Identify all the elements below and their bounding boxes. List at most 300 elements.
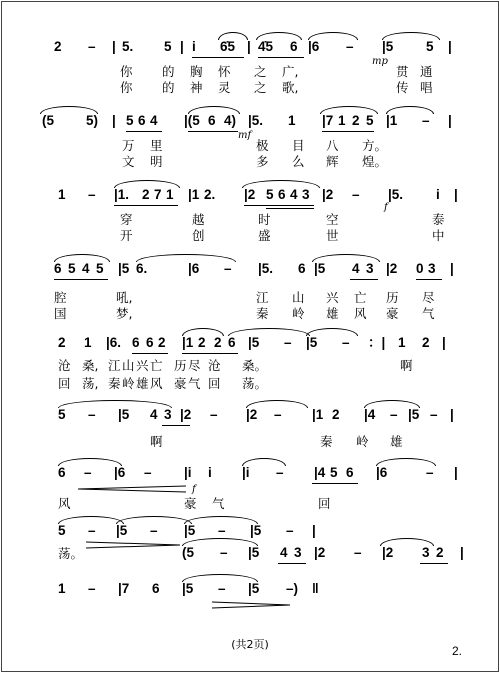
lyric: 荡, — [82, 376, 99, 391]
lyric: 怀 — [218, 64, 231, 79]
underline — [126, 131, 162, 132]
dash: – — [286, 523, 294, 538]
dash: – — [88, 187, 96, 202]
dash: – — [210, 407, 218, 422]
note: |5 — [116, 523, 128, 538]
underline — [266, 208, 314, 209]
system-5-notes — [2, 334, 498, 354]
note: |6 — [308, 39, 320, 54]
lyric: 江 — [108, 358, 121, 373]
lyric: 豪 — [174, 376, 187, 391]
note: 3 — [428, 261, 436, 276]
lyric: 你 — [120, 80, 133, 95]
note: 3 — [366, 261, 374, 276]
dash: – — [342, 335, 350, 350]
lyric: 回 — [208, 376, 221, 391]
note: 5 — [426, 39, 434, 54]
lyric: 秦 — [320, 434, 333, 449]
note: 2 — [352, 113, 360, 128]
crescendo-hairpin — [78, 484, 188, 494]
dash: – — [144, 465, 152, 480]
note: |2 — [244, 187, 256, 202]
note: |1. — [114, 187, 130, 202]
slur — [40, 106, 98, 114]
dash: – — [354, 545, 362, 560]
lyric: 的 — [162, 64, 175, 79]
lyric: 明 — [150, 154, 163, 169]
barline: | — [312, 523, 316, 538]
lyric: 啊 — [400, 358, 413, 373]
note: 2 — [436, 545, 444, 560]
lyric: 神 — [190, 80, 203, 95]
note: |5 — [182, 581, 194, 596]
note: 4 — [150, 113, 158, 128]
slur — [320, 106, 378, 114]
lyric: 煌。 — [362, 154, 388, 169]
note: (5 — [182, 545, 195, 560]
note: 6 — [290, 39, 298, 54]
tie — [182, 574, 258, 582]
note: 3 — [422, 545, 430, 560]
tie — [136, 254, 236, 262]
note: 5 — [126, 113, 134, 128]
note: 1 — [338, 113, 346, 128]
note: 5 — [266, 187, 274, 202]
underline — [420, 563, 448, 564]
lyrics-line — [2, 376, 498, 392]
lyric: 尽 — [188, 358, 201, 373]
lyric: 八 — [326, 138, 339, 153]
note: 5 — [96, 261, 104, 276]
underline — [114, 205, 178, 206]
lyric: 荡。 — [58, 546, 84, 561]
lyric: 腔 — [54, 290, 67, 305]
note: 0 — [416, 261, 424, 276]
lyric: 气 — [188, 376, 201, 391]
note: 5 — [58, 407, 66, 422]
lyrics-line — [2, 306, 498, 322]
underline — [162, 425, 190, 426]
lyric: 辉 — [326, 154, 339, 169]
note: |7 — [118, 581, 130, 596]
lyrics-line — [2, 496, 498, 512]
note: 1 — [166, 187, 174, 202]
page-number: 2. — [451, 644, 462, 658]
lyrics-line — [2, 138, 498, 154]
barline: | — [454, 187, 458, 202]
note: 5 — [58, 523, 66, 538]
note: 2 — [58, 335, 66, 350]
page-count-label: (共2页) — [231, 638, 269, 651]
lyric: 空 — [326, 212, 339, 227]
note: 2 — [422, 335, 430, 350]
lyric: 兴 — [326, 290, 339, 305]
note: 4 — [352, 261, 360, 276]
lyric: 么 — [292, 154, 305, 169]
barline: | — [180, 39, 184, 54]
note: 4) — [224, 113, 237, 128]
dash: – — [352, 187, 360, 202]
lyrics-line — [2, 228, 498, 244]
dash: – — [274, 407, 282, 422]
note: |5 — [408, 407, 420, 422]
note: |2 — [314, 545, 326, 560]
underline — [132, 353, 168, 354]
note: |6 — [188, 261, 200, 276]
lyric: 盛 — [258, 228, 271, 243]
lyric: 越 — [192, 212, 205, 227]
note: 7 — [154, 187, 162, 202]
note: 6. — [136, 261, 148, 276]
lyric: 回 — [58, 376, 71, 391]
underline — [258, 57, 304, 58]
tie — [308, 32, 358, 40]
lyric: 秦 — [108, 376, 121, 391]
lyric: 桑。 — [242, 358, 268, 373]
note: |6 — [114, 465, 126, 480]
tie — [386, 106, 434, 114]
dash: – — [88, 407, 96, 422]
lyric: 豪 — [184, 496, 197, 511]
lyric: 极 — [256, 138, 269, 153]
note: |5 — [118, 261, 130, 276]
underline — [244, 205, 314, 206]
note: 4̇5 — [258, 39, 274, 54]
tie — [184, 516, 258, 524]
note: |2 — [246, 407, 258, 422]
barline: |5 — [248, 545, 260, 560]
system-2-notes — [2, 112, 498, 132]
note: 5) — [86, 113, 99, 128]
note: 4 — [280, 545, 288, 560]
lyrics-line — [2, 212, 498, 228]
slur — [242, 180, 320, 188]
dash: – — [88, 39, 96, 54]
lyric: 贯 — [396, 64, 409, 79]
lyric: 山 — [122, 358, 135, 373]
note: |1 — [312, 407, 324, 422]
note: |6 — [376, 465, 388, 480]
system-7-notes — [2, 464, 498, 484]
note: i — [208, 465, 212, 480]
barline: | — [454, 465, 458, 480]
note: 3 — [164, 407, 172, 422]
lyric: 尽 — [422, 290, 435, 305]
note: 2 — [214, 335, 222, 350]
dash: – — [426, 465, 434, 480]
dash: – — [150, 523, 158, 538]
note: 6 — [146, 335, 154, 350]
tie — [306, 328, 358, 336]
underline — [54, 279, 108, 280]
lyric: 兴 — [136, 358, 149, 373]
note: 2. — [204, 187, 216, 202]
note: |(5 — [184, 113, 200, 128]
note: |1 — [182, 335, 194, 350]
dash: – — [218, 523, 226, 538]
slur — [256, 32, 302, 40]
underline — [322, 131, 374, 132]
note: 1 — [398, 335, 406, 350]
lyric: 亡 — [150, 358, 163, 373]
lyric: 吼, — [116, 290, 133, 305]
barline: | — [442, 335, 446, 350]
note: 2 — [332, 407, 340, 422]
lyric: 中 — [432, 228, 445, 243]
lyric: 穿 — [120, 212, 133, 227]
barline: | — [112, 113, 116, 128]
slur — [218, 32, 248, 40]
note: |5 — [250, 523, 262, 538]
note: |5. — [248, 113, 264, 128]
lyric: 岭 — [292, 306, 305, 321]
system-1-notes — [2, 38, 498, 58]
lyric: 风 — [58, 496, 71, 511]
lyric: 目 — [292, 138, 305, 153]
lyric: 创 — [192, 228, 205, 243]
lyric: 文 — [122, 154, 135, 169]
note: |2 — [180, 407, 192, 422]
lyric: 泰 — [432, 212, 445, 227]
note: 1 — [58, 581, 66, 596]
note: |5. — [258, 261, 274, 276]
dash: – — [276, 465, 284, 480]
lyrics-line — [2, 80, 498, 96]
lyric: 雄 — [136, 376, 149, 391]
tie — [58, 516, 124, 524]
lyric: 通 — [420, 64, 433, 79]
lyric: 沧 — [208, 358, 221, 373]
note: 5 — [164, 39, 172, 54]
lyrics-line — [2, 64, 498, 80]
note: 6̇5 — [220, 39, 236, 54]
lyric: 你 — [120, 64, 133, 79]
lyric: 世 — [326, 228, 339, 243]
lyric: 岭 — [356, 434, 369, 449]
note: 6 — [132, 335, 140, 350]
tie — [376, 458, 436, 466]
note: |2 — [382, 545, 394, 560]
lyric: 啊 — [150, 434, 163, 449]
note: 6 — [152, 581, 160, 596]
note: |5 — [382, 39, 394, 54]
repeat-sign: ：| — [368, 335, 386, 350]
tie — [364, 400, 420, 408]
lyric: 江 — [256, 290, 269, 305]
dash: – — [346, 39, 354, 54]
tie — [116, 516, 192, 524]
lyric: 荡。 — [242, 376, 268, 391]
lyric: 雄 — [326, 306, 339, 321]
dash: – — [430, 407, 438, 422]
note: 6 — [228, 335, 236, 350]
lyric: 唱 — [420, 80, 433, 95]
note: |i — [184, 465, 192, 480]
dash: –) — [286, 581, 299, 596]
underline — [312, 483, 358, 484]
note: |6. — [106, 335, 122, 350]
dynamic-mark: mp — [372, 56, 388, 67]
barline: | — [112, 39, 116, 54]
system-9-notes — [2, 580, 498, 600]
note: |5 — [314, 261, 326, 276]
note: |4 — [314, 465, 326, 480]
lyric: 多 — [256, 154, 269, 169]
dash: – — [88, 523, 96, 538]
slur — [188, 106, 240, 114]
note: |5 — [248, 335, 260, 350]
barline: | — [450, 261, 454, 276]
slur — [54, 254, 110, 262]
lyric: 里 — [150, 138, 163, 153]
lyric: 开 — [120, 228, 133, 243]
lyric: 广, — [282, 64, 299, 79]
underline — [278, 563, 306, 564]
note: 5 — [68, 261, 76, 276]
lyric: 时 — [258, 212, 271, 227]
note: |4 — [364, 407, 376, 422]
note: 1 — [58, 187, 66, 202]
lyric: 桑, — [82, 358, 99, 373]
dash: – — [284, 335, 292, 350]
note: |5 — [184, 523, 196, 538]
barline: | — [450, 407, 454, 422]
lyric: 历 — [174, 358, 187, 373]
lyric: 豪 — [386, 306, 399, 321]
note: 2 — [142, 187, 150, 202]
note: 3 — [294, 545, 302, 560]
underline — [416, 279, 442, 280]
lyric: 国 — [54, 306, 67, 321]
note: |1 — [386, 113, 398, 128]
lyric: 亡 — [354, 290, 367, 305]
note: 6 — [208, 113, 216, 128]
lyric: 气 — [422, 306, 435, 321]
note: i — [192, 39, 196, 54]
note: 5. — [122, 39, 134, 54]
lyric: 胸 — [190, 64, 203, 79]
note: |5 — [306, 335, 318, 350]
lyric: 灵 — [218, 80, 231, 95]
slur — [382, 32, 440, 40]
lyric: 风 — [150, 376, 163, 391]
note: 6 — [298, 261, 306, 276]
note: |5 — [248, 581, 260, 596]
dash: – — [224, 261, 232, 276]
lyric: 岭 — [122, 376, 135, 391]
lyrics-line — [2, 434, 498, 450]
dynamic-mark: f — [384, 202, 388, 213]
lyric: 秦 — [256, 306, 269, 321]
tie — [228, 328, 310, 336]
lyric: 历 — [386, 290, 399, 305]
lyrics-line — [2, 154, 498, 170]
note: 2 — [198, 335, 206, 350]
slur — [182, 328, 224, 336]
dash: – — [390, 407, 398, 422]
lyric: 山 — [292, 290, 305, 305]
note: 1 — [84, 335, 92, 350]
note: |2 — [386, 261, 398, 276]
note: |7 — [322, 113, 334, 128]
note: i — [436, 187, 440, 202]
underline — [350, 279, 378, 280]
note: |2 — [322, 187, 334, 202]
final-barline: ‖ — [312, 581, 319, 596]
tie — [242, 458, 286, 466]
note: 6 — [58, 465, 66, 480]
underline — [182, 353, 238, 354]
note: 2 — [158, 335, 166, 350]
note: (5 — [42, 113, 55, 128]
dash: – — [84, 465, 92, 480]
note: 4 — [82, 261, 90, 276]
system-4-notes — [2, 260, 498, 280]
dynamic-mark: f — [192, 484, 196, 495]
note: |1 — [188, 187, 200, 202]
slur — [312, 254, 380, 262]
note: |5. — [388, 187, 404, 202]
score-sheet — [1, 1, 499, 672]
underline — [188, 131, 238, 132]
dash: – — [218, 581, 226, 596]
underline — [192, 57, 244, 58]
lyric: 沧 — [58, 358, 71, 373]
note: 6 — [278, 187, 286, 202]
lyrics-line — [2, 358, 498, 374]
note: 5 — [330, 465, 338, 480]
dash: – — [220, 545, 228, 560]
slur — [114, 180, 180, 188]
lyric: 之 — [254, 64, 267, 79]
barline: | — [448, 39, 452, 54]
system-6-notes — [2, 406, 498, 426]
note: |5 — [118, 407, 130, 422]
lyric: 传 — [396, 80, 409, 95]
tie — [246, 400, 308, 408]
note: 3 — [302, 187, 310, 202]
barline: | — [460, 545, 464, 560]
note: 1 — [288, 113, 296, 128]
tie — [58, 458, 122, 466]
note: 6 — [346, 465, 354, 480]
note: 6 — [54, 261, 62, 276]
dynamic-mark: mf — [238, 130, 252, 141]
decrescendo-hairpin — [212, 600, 292, 610]
lyric: 气 — [212, 496, 225, 511]
note: 2 — [54, 39, 62, 54]
lyric: 方。 — [362, 138, 388, 153]
lyric: 的 — [162, 80, 175, 95]
note: 4 — [150, 407, 158, 422]
lyrics-line — [2, 546, 498, 562]
barline: | — [247, 39, 251, 54]
note: 5 — [366, 113, 374, 128]
lyric: 万 — [122, 138, 135, 153]
lyric: 歌, — [282, 80, 299, 95]
note: |i — [242, 465, 250, 480]
barline: | — [448, 113, 452, 128]
lyric: 风 — [354, 306, 367, 321]
system-3-notes — [2, 186, 498, 206]
dash: – — [422, 113, 430, 128]
lyric: 梦, — [116, 306, 133, 321]
note: 6 — [138, 113, 146, 128]
lyric: 之 — [254, 80, 267, 95]
tie — [58, 400, 172, 408]
dash: – — [88, 581, 96, 596]
note: 4 — [290, 187, 298, 202]
